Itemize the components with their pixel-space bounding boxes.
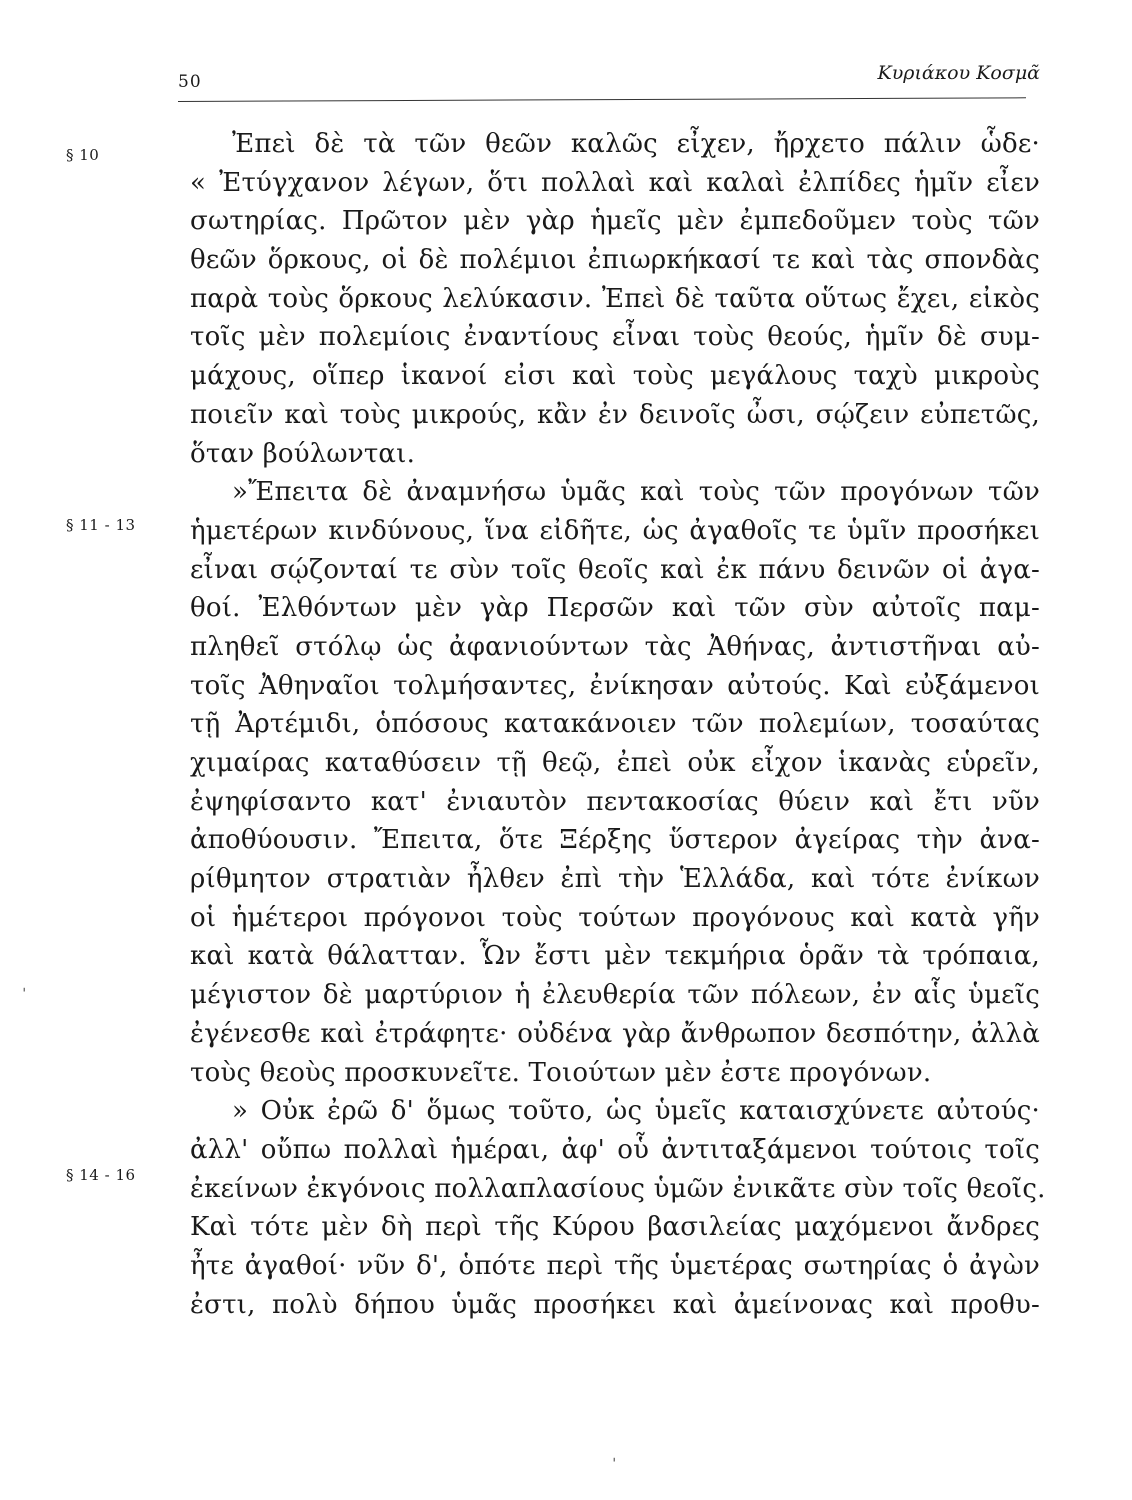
text-line: εἶναι σῴζονταί τε σὺν τοῖς θεοῖς καὶ ἐκ πάνυ δεινῶν οἱ ἀγα- — [190, 554, 1040, 585]
text-line: « Ἐτύγχανον λέγων, ὅτι πολλαὶ καὶ καλαὶ ἐλπίδες ἡμῖν εἶεν — [190, 167, 1040, 198]
text-line: ἡμετέρων κινδύνους, ἵνα εἰδῆτε, ὡς ἀγαθοῖς τε ὑμῖν προσήκει — [190, 515, 1040, 546]
text-line: ἐστι, πολὺ δήπου ὑμᾶς προσήκει καὶ ἀμείνονας καὶ προθυ- — [190, 1289, 1040, 1320]
text-line: »Ἔπειτα δὲ ἀναμνήσω ὑμᾶς καὶ τοὺς τῶν προγόνων τῶν — [232, 477, 1040, 508]
stray-mark: ˈ — [22, 985, 27, 1004]
text-line: » Οὐκ ἐρῶ δ' ὅμως τοῦτο, ὡς ὑμεῖς καταισχύνετε αὐτούς· — [232, 1096, 1040, 1127]
text-line: χιμαίρας καταθύσειν τῇ θεῷ, ἐπεὶ οὐκ εἶχον ἱκανὰς εὑρεῖν, — [190, 748, 1040, 778]
text-line: ὅταν βούλωνται. — [190, 438, 416, 469]
section-marker-14-16: § 14 - 16 — [66, 1166, 136, 1184]
text-line: θεῶν ὅρκους, οἱ δὲ πολέμιοι ἐπιωρκήκασί τε καὶ τὰς σπονδὰς — [190, 245, 1040, 276]
section-marker-11-13: § 11 - 13 — [66, 516, 136, 534]
paragraph-section-11-13 — [190, 473, 1040, 1092]
text-line: σωτηρίας. Πρῶτον μὲν γὰρ ἡμεῖς μὲν ἐμπεδοῦμεν τοὺς τῶν — [190, 206, 1040, 237]
text-line: παρὰ τοὺς ὅρκους λελύκασιν. Ἐπεὶ δὲ ταῦτα οὕτως ἔχει, εἰκὸς — [190, 283, 1040, 314]
section-marker-10: § 10 — [66, 146, 100, 164]
text-line: καὶ κατὰ θάλατταν. Ὧν ἔστι μὲν τεκμήρια ὁρᾶν τὰ τρόπαια, — [190, 941, 1040, 972]
paragraph-section-10 — [190, 125, 1040, 473]
text-line: τοῖς μὲν πολεμίοις ἐναντίους εἶναι τοὺς θεούς, ἡμῖν δὲ συμ- — [190, 322, 1040, 353]
text-line: ἐγένεσθε καὶ ἐτράφητε· οὐδένα γὰρ ἄνθρωπον δεσπότην, ἀλλὰ — [190, 1018, 1040, 1049]
text-line: ρίθμητον στρατιὰν ἦλθεν ἐπὶ τὴν Ἑλλάδα, καὶ τότε ἐνίκων — [190, 864, 1040, 895]
text-line: ποιεῖν καὶ τοὺς μικρούς, κἂν ἐν δεινοῖς ὦσι, σῴζειν εὐπετῶς, — [190, 399, 1040, 430]
text-line: ἦτε ἀγαθοί· νῦν δ', ὁπότε περὶ τῆς ὑμετέρας σωτηρίας ὁ ἀγὼν — [190, 1250, 1040, 1281]
text-line: ἐψηφίσαντο κατ' ἐνιαυτὸν πεντακοσίας θύειν καὶ ἔτι νῦν — [190, 786, 1040, 817]
text-line: ἐκείνων ἐκγόνοις πολλαπλασίους ὑμῶν ἐνικᾶτε σὺν τοῖς θεοῖς. — [190, 1173, 1046, 1204]
running-head: Κυριάκου Κοσμᾶ — [877, 62, 1040, 84]
paragraph-section-14-16 — [190, 1092, 1046, 1324]
text-line: τῇ Ἀρτέμιδι, ὁπόσους κατακάνοιεν τῶν πολεμίων, τοσαύτας — [190, 709, 1040, 740]
text-line: οἱ ἡμέτεροι πρόγονοι τοὺς τούτων προγόνους καὶ κατὰ γῆν — [190, 902, 1040, 933]
text-line: τοὺς θεοὺς προσκυνεῖτε. Τοιούτων μὲν ἐστε προγόνων. — [190, 1057, 932, 1088]
text-line: ἀλλ' οὔπω πολλαὶ ἡμέραι, ἀφ' οὗ ἀντιταξάμενοι τούτοις τοῖς — [190, 1134, 1040, 1165]
text-line: Καὶ τότε μὲν δὴ περὶ τῆς Κύρου βασιλείας μαχόμενοι ἄνδρες — [190, 1212, 1040, 1243]
main-text — [190, 125, 1046, 1324]
header-rule — [178, 97, 1026, 102]
stray-mark: ˈ — [612, 1455, 617, 1474]
page-number: 50 — [178, 72, 202, 92]
text-line: μάχους, οἵπερ ἱκανοί εἰσι καὶ τοὺς μεγάλους ταχὺ μικροὺς — [190, 361, 1040, 392]
text-line: μέγιστον δὲ μαρτύριον ἡ ἐλευθερία τῶν πόλεων, ἐν αἷς ὑμεῖς — [190, 980, 1040, 1011]
text-line: ἀποθύουσιν. Ἔπειτα, ὅτε Ξέρξης ὕστερον ἀγείρας τὴν ἀνα- — [190, 825, 1040, 856]
text-line: τοῖς Ἀθηναῖοι τολμήσαντες, ἐνίκησαν αὐτούς. Καὶ εὐξάμενοι — [190, 670, 1040, 701]
text-line: Ἐπεὶ δὲ τὰ τῶν θεῶν καλῶς εἶχεν, ἤρχετο πάλιν ὧδε· — [232, 129, 1040, 159]
text-line: πληθεῖ στόλῳ ὡς ἀφανιούντων τὰς Ἀθήνας, ἀντιστῆναι αὐ- — [190, 631, 1040, 662]
text-line: θοί. Ἐλθόντων μὲν γὰρ Περσῶν καὶ τῶν σὺν αὐτοῖς παμ- — [190, 593, 1040, 624]
